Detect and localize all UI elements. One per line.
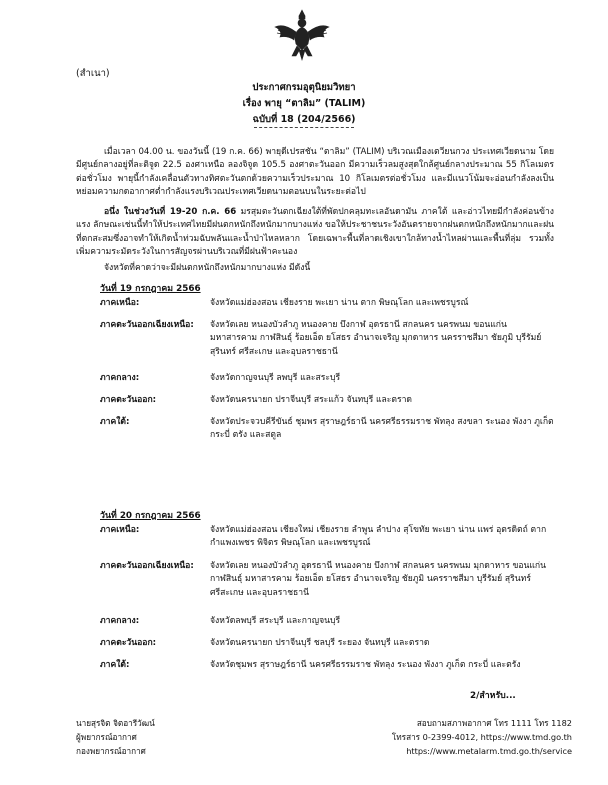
warning-period: อนึ่ง ในช่วงวันที่ 19-20 ก.ค. 66 (104, 207, 237, 217)
region-provinces: จังหวัดเลย หนองบัวลำภู อุดรธานี หนองคาย บึงกาฬ สกลนคร นครพนม มุกดาหาร ขอนแก่น กาฬสินธุ์ มหาสารคาม ร้อยเอ็ด ยโสธร อำนาจเจริญ ชัยภูมิ นครราชสีมา บุรีรัมย์ สุรินทร์ ศรีสะเกษ และอุบลราชธานี (210, 561, 546, 598)
region-name: ภาคกลาง: (100, 616, 140, 626)
region-name: ภาคตะวันออก: (100, 638, 157, 648)
region-name: ภาคตะวันออก: (100, 395, 157, 405)
region-provinces: จังหวัดลพบุรี สระบุรี และกาญจนบุรี (210, 616, 341, 626)
issue-number: ฉบับที่ 18 (204/2566) (252, 114, 356, 125)
paragraph-province-intro (76, 262, 554, 275)
region-name: ภาคกลาง: (100, 373, 140, 383)
hotline-text: สอบถามสภาพอากาศ โทร 1111 โทร 1182 (416, 718, 572, 728)
region-name: ภาคเหนือ: (100, 525, 140, 535)
division-name: กองพยากรณ์อากาศ (76, 746, 146, 756)
region-provinces: จังหวัดนครนายก ปราจีนบุรี สระแก้ว จันทบุรี และตราด (210, 395, 412, 405)
title-divider (254, 127, 354, 128)
metalarm-link[interactable]: https://www.metalarm.tmd.go.th/service (406, 746, 572, 756)
copy-label: (สำเนา) (76, 68, 110, 79)
region-name: ภาคเหนือ: (100, 298, 140, 308)
subject-line: เรื่อง พายุ “ตาลิม” (TALIM) (242, 98, 366, 109)
paragraph-monsoon-warning-text: มรสุมตะวันตกเฉียงใต้ที่พัดปกคลุมทะเลอันดามัน ภาคใต้ และอ่าวไทยมีกำลังค่อนข้างแรง ลักษณะเช่นนี้ทำให้ประเทศไทยมีฝนตกหนักถึงหนักมากบางแห่ง ขอให้ประชาชนระวังอันตรายจากฝนตกหนักถึงหนักมากและฝนที่ตกสะสมซึ่งอาจทำให้เกิดน้ำท่วมฉับพลันและน้ำป่าไหลหลาก โดยเฉพาะพื้นที่ลาดเชิงเขาใกล้ทางน้ำไหลผ่านและพื้นที่ลุ่ม รวมทั้งเพิ่มความระมัดระวังในการสัญจรผ่านบริเวณที่มีฝนฟ้าคะนอง (76, 207, 554, 257)
garuda-emblem-icon (272, 6, 332, 66)
region-name: ภาคใต้: (100, 417, 130, 427)
contact-block (392, 716, 572, 758)
paragraph-storm-status-text: เมื่อเวลา 04.00 น. ของวันนี้ (19 ก.ค. 66) พายุดีเปรสชัน “ตาลิม” (TALIM) บริเวณเมืองเตวียนกวง ประเทศเวียดนาม โดยมีศูนย์กลางอยู่ที่ละติจูด 22.5 องศาเหนือ ลองจิจูด 105.5 องศาตะวันออก มีความเร็วลมสูงสุดใกล้ศูนย์กลางประมาณ 55 กิโลเมตรต่อชั่วโมง พายุนี้กำลังเคลื่อนตัวทางทิศตะวันตกด้วยความเร็วประมาณ 10 กิโลเมตรต่อชั่วโมง และมีแนวโน้มจะอ่อนกำลังลงเป็นหย่อมความกดอากาศต่ำกำลังแรงบริเวณประเทศเวียดนามตอนบนในระยะต่อไป (76, 147, 554, 197)
region-provinces: จังหวัดกาญจนบุรี ลพบุรี และสระบุรี (210, 373, 341, 383)
region-provinces: จังหวัดแม่ฮ่องสอน เชียงใหม่ เชียงราย ลำพูน ลำปาง สุโขทัย พะเยา น่าน แพร่ อุตรดิตถ์ ตาก กำแพงเพชร พิจิตร พิษณุโลก และเพชรบูรณ์ (210, 525, 547, 549)
signature-block (76, 716, 155, 758)
paragraph-monsoon-warning (76, 206, 554, 259)
region-provinces: จังหวัดนครนายก ปราจีนบุรี ชลบุรี ระยอง จันทบุรี และตราด (210, 638, 430, 648)
region-provinces: จังหวัดประจวบคีรีขันธ์ ชุมพร สุราษฎร์ธานี นครศรีธรรมราช พัทลุง สงขลา ระนอง พังงา ภูเก็ต กระบี่ ตรัง และสตูล (210, 417, 554, 441)
region-provinces: จังหวัดเลย หนองบัวลำภู หนองคาย บึงกาฬ อุดรธานี สกลนคร นครพนม ขอนแก่น มหาสารคาม กาฬสินธุ์ ร้อยเอ็ด ยโสธร อำนาจเจริญ มุกดาหาร นครราชสีมา ชัยภูมิ บุรีรัมย์ สุรินทร์ ศรีสะเกษ และอุบลราชธานี (210, 320, 542, 357)
continued-marker: 2/สำหรับ... (470, 691, 516, 701)
region-name: ภาคตะวันออกเฉียงเหนือ: (100, 320, 194, 330)
day-heading: วันที่ 19 กรกฎาคม 2566 (100, 284, 201, 294)
day-heading: วันที่ 20 กรกฎาคม 2566 (100, 511, 201, 521)
region-name: ภาคตะวันออกเฉียงเหนือ: (100, 561, 194, 571)
region-provinces: จังหวัดแม่ฮ่องสอน เชียงราย พะเยา น่าน ตาก พิษณุโลก และเพชรบูรณ์ (210, 298, 469, 308)
paragraph-storm-status (76, 146, 554, 199)
region-provinces: จังหวัดชุมพร สุราษฎร์ธานี นครศรีธรรมราช พัทลุง ระนอง พังงา ภูเก็ต กระบี่ และตรัง (210, 660, 521, 670)
region-name: ภาคใต้: (100, 660, 130, 670)
page-title: ประกาศกรมอุตุนิยมวิทยา (252, 82, 356, 93)
signer-name: นายสุรจิต จิตอารีวัฒน์ (76, 718, 155, 728)
fax-website-link[interactable]: โทรสาร 0-2399-4012, https://www.tmd.go.th (391, 732, 572, 742)
signer-title: ผู้พยากรณ์อากาศ (76, 732, 137, 742)
paragraph-province-intro-text: จังหวัดที่คาดว่าจะมีฝนตกหนักถึงหนักมากบางแห่ง มีดังนี้ (104, 263, 311, 273)
